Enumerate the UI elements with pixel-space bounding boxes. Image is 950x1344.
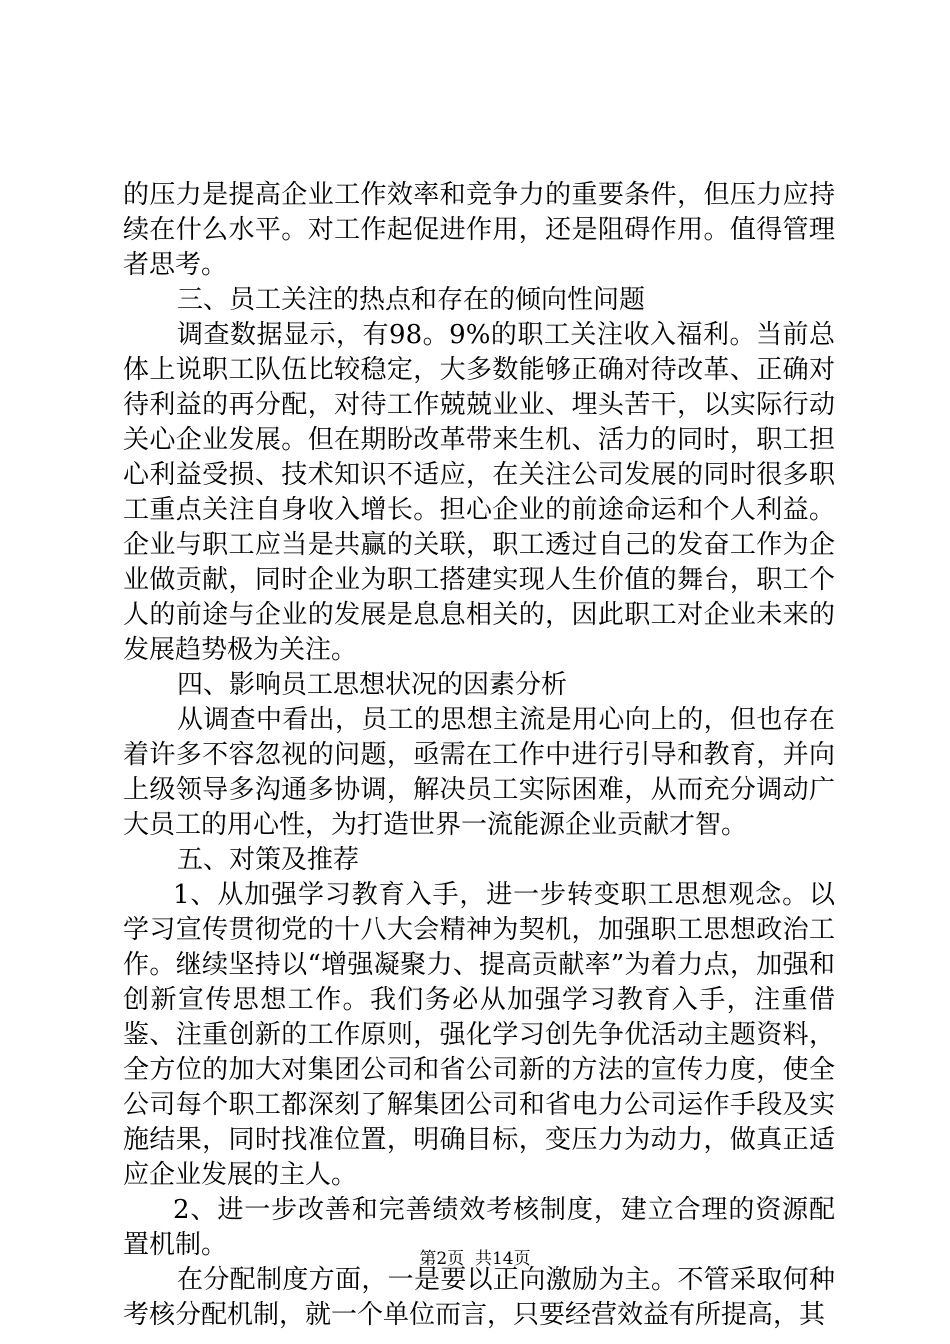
paragraph-survey-data: 调查数据显示，有98。9%的职工关注收入福利。当前总体上说职工队伍比较稳定，大多数能够正确对待改革、正确对待利益的再分配，对待工作兢兢业业、埋头苦干，以实际行动关心企业发展。但在期盼改革带来生机、活力的同时，职工担心利益受损、技术知识不适应，在关注公司发展的同时很多职工重点关注自身收入增长。担心企业的前途命运和个人利益。企业与职工应当是共赢的关联，职工透过自己的发奋工作为企业做贡献，同时企业为职工搭建实现人生价值的舞台，职工个人的前途与企业的发展是息息相关的，因此职工对企业未来的发展趋势极为关注。 bbox=[123, 320, 835, 665]
section-heading-3: 三、员工关注的热点和存在的倾向性问题 bbox=[177, 285, 646, 315]
paragraph-distribution: 在分配制度方面，一是要以正向激励为主。不管采取何种考核分配机制，就一个单位而言，只要经营效益有所提高，其 bbox=[123, 1265, 835, 1330]
page-number-footer: 第2页 共14页 bbox=[419, 1249, 531, 1269]
document-body bbox=[123, 178, 835, 1333]
paragraph-item-2: 2、进一步改善和完善绩效考核制度，建立合理的资源配置机制。 bbox=[123, 1195, 835, 1260]
paragraph-continuation: 的压力是提高企业工作效率和竞争力的重要条件，但压力应持续在什么水平。对工作起促进作用，还是阻碍作用。值得管理者思考。 bbox=[123, 180, 835, 280]
section-heading-5: 五、对策及推荐 bbox=[177, 845, 360, 875]
paragraph-analysis: 从调查中看出，员工的思想主流是用心向上的，但也存在着许多不容忽视的问题，亟需在工作中进行引导和教育，并向上级领导多沟通多协调，解决员工实际困难，从而充分调动广大员工的用心性，为打造世界一流能源企业贡献才智。 bbox=[123, 705, 835, 840]
section-heading-4: 四、影响员工思想状况的因素分析 bbox=[177, 670, 568, 700]
paragraph-item-1: 1、从加强学习教育入手，进一步转变职工思想观念。以学习宣传贯彻党的十八大会精神为契机，加强职工思想政治工作。继续坚持以“增强凝聚力、提高贡献率”为着力点，加强和创新宣传思想工作。我们务必从加强学习教育入手，注重借鉴、注重创新的工作原则，强化学习创先争优活动主题资料，全方位的加大对集团公司和省公司新的方法的宣传力度，使全公司每个职工都深刻了解集团公司和省电力公司运作手段及实施结果，同时找准位置，明确目标，变压力为动力，做真正适应企业发展的主人。 bbox=[123, 880, 835, 1190]
